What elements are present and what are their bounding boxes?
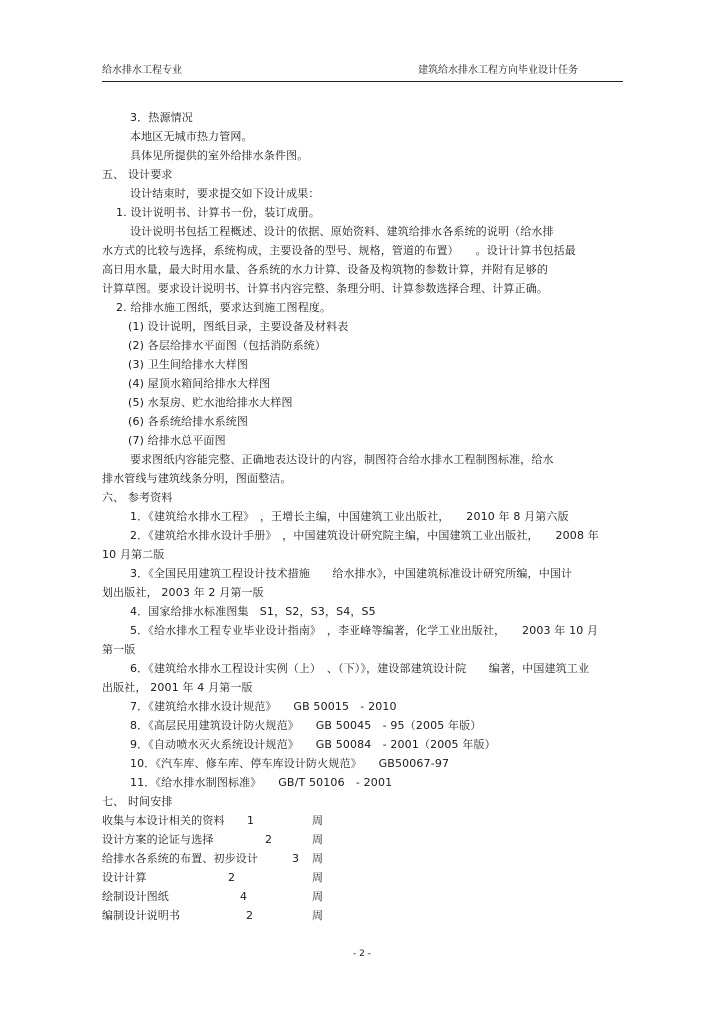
reference-continuation: 划出版社， 2003 年 2 月第一版 <box>102 586 264 599</box>
drawing-item: (2) 各层给排水平面图（包括消防系统） <box>128 339 327 352</box>
reference-item: 4．国家给排水标准图集 S1，S2，S3，S4，S5 <box>130 605 376 618</box>
reference-item: 8．《高层民用建筑设计防火规范》 GB 50045 - 95（2005 年版） <box>130 719 482 732</box>
drawing-item: (5) 水泵房、贮水池给排水大样图 <box>128 396 293 409</box>
reference-continuation: 第一版 <box>102 643 136 656</box>
schedule-task: 给排水各系统的布置、初步设计 <box>102 852 259 865</box>
paragraph-line: 计算草图。要求设计说明书、计算书内容完整、条理分明、计算参数选择合理、计算正确。 <box>102 282 548 295</box>
list-item: 1. 设计说明书、计算书一份，装订成册。 <box>116 206 320 219</box>
reference-item: 2．《建筑给水排水设计手册》 ，中国建筑设计研究院主编，中国建筑工业出版社， 2008 年 <box>130 529 599 542</box>
drawing-item: (1) 设计说明，图纸目录，主要设备及材料表 <box>128 320 349 333</box>
schedule-unit: 周 <box>312 909 324 922</box>
schedule-unit: 周 <box>312 814 324 827</box>
section-heading-references: 六、 参考资料 <box>102 491 173 504</box>
section-heading-design-requirements: 五、 设计要求 <box>102 168 173 181</box>
schedule-row <box>102 887 623 906</box>
reference-item: 10．《汽车库、修车库、停车库设计防火规范》 GB50067-97 <box>130 757 450 770</box>
reference-item: 5．《给水排水工程专业毕业设计指南》 ，李亚峰等编著，化学工业出版社， 2003 年 10 月 <box>130 624 599 637</box>
reference-continuation: 10 月第二版 <box>102 548 165 561</box>
schedule-row <box>102 811 623 830</box>
header-left: 给水排水工程专业 <box>102 65 182 76</box>
paragraph-line: 水方式的比较与选择，系统构成，主要设备的型号、规格，管道的布置） 。设计计算书包括最 <box>102 244 576 257</box>
schedule-unit: 周 <box>312 833 324 846</box>
schedule-task: 收集与本设计相关的资料 <box>102 814 225 827</box>
header-right: 建筑给水排水工程方向毕业设计任务 <box>418 65 578 76</box>
reference-item: 6．《建筑给水排水工程设计实例（上） 、（下）》，建设部建筑设计院 编著，中国建筑工业 <box>130 662 590 675</box>
paragraph-line: 设计说明书包括工程概述、设计的依据、原始资料、建筑给排水各系统的说明（给水排 <box>130 225 554 238</box>
paragraph-line: 要求图纸内容能完整、正确地表达设计的内容，制图符合给水排水工程制图标准，给水 <box>130 453 554 466</box>
drawing-item: (3) 卫生间给排水大样图 <box>128 358 249 371</box>
schedule-unit: 周 <box>312 890 324 903</box>
heat-source-heading: 3．热源情况 <box>130 111 193 124</box>
header-rule <box>102 81 623 82</box>
schedule-weeks: 2 <box>265 833 273 846</box>
drawing-item: (7) 给排水总平面图 <box>128 434 226 447</box>
drawing-item: (6) 各系统给排水系统图 <box>128 415 249 428</box>
schedule-task: 编制设计说明书 <box>102 909 181 922</box>
body-text <box>102 108 623 925</box>
list-item: 2. 给排水施工图纸，要求达到施工图程度。 <box>116 301 332 314</box>
reference-item: 11．《给水排水制图标准》 GB/T 50106 - 2001 <box>130 776 393 789</box>
reference-continuation: 出版社， 2001 年 4 月第一版 <box>102 681 253 694</box>
paragraph-line: 具体见所提供的室外给排水条件图。 <box>130 149 309 162</box>
paragraph-line: 排水管线与建筑线条分明，图面整洁。 <box>102 472 292 485</box>
reference-item: 7．《建筑给水排水设计规范》 GB 50015 - 2010 <box>130 700 397 713</box>
reference-item: 1．《建筑给水排水工程》 ，王增长主编，中国建筑工业出版社， 2010 年 8 月第六版 <box>130 510 569 523</box>
schedule-task: 设计方案的论证与选择 <box>102 833 214 846</box>
schedule-row <box>102 849 623 868</box>
reference-item: 9．《自动喷水灭火系统设计规范》 GB 50084 - 2001（2005 年版） <box>130 738 496 751</box>
schedule-task: 绘制设计图纸 <box>102 890 169 903</box>
schedule-task: 设计计算 <box>102 871 147 884</box>
schedule-weeks: 2 <box>228 871 236 884</box>
schedule-weeks: 3 <box>292 852 300 865</box>
schedule-row <box>102 868 623 887</box>
paragraph-line: 设计结束时，要求提交如下设计成果： <box>130 187 320 200</box>
schedule-unit: 周 <box>312 852 324 865</box>
schedule-unit: 周 <box>312 871 324 884</box>
drawing-item: (4) 屋顶水箱间给排水大样图 <box>128 377 271 390</box>
page-number: - 2 - <box>353 949 371 959</box>
schedule-row <box>102 906 623 925</box>
section-heading-schedule: 七、 时间安排 <box>102 795 173 808</box>
schedule-weeks: 1 <box>247 814 255 827</box>
schedule-weeks: 4 <box>240 890 248 903</box>
paragraph-line: 高日用水量，最大时用水量、各系统的水力计算、设备及构筑物的参数计算，并附有足够的 <box>102 263 548 276</box>
schedule-row <box>102 830 623 849</box>
reference-item: 3．《全国民用建筑工程设计技术措施 给水排水》，中国建筑标准设计研究所编，中国计 <box>130 567 573 580</box>
schedule-weeks: 2 <box>246 909 254 922</box>
paragraph-line: 本地区无城市热力管网。 <box>130 130 253 143</box>
